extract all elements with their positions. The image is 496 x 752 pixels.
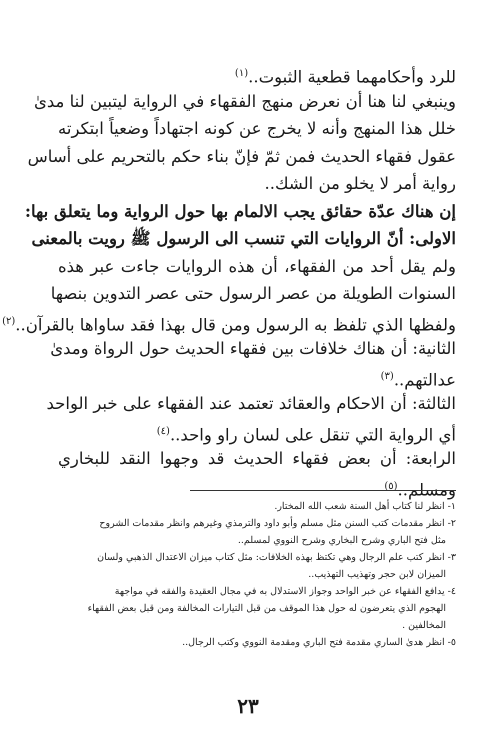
text-line-content: الاولى: أنّ الروايات التي تنسب الى الرسول ﷺ رويت بالمعنى — [31, 229, 456, 248]
text-line — [27, 143, 456, 171]
footnote: ١- انظر لنا كتاب أهل السنة شعب الله المختار. — [274, 501, 456, 512]
text-line — [58, 473, 456, 501]
text-line-content: أي الرواية التي تنقل على لسان راو واحد.. — [169, 425, 456, 444]
text-line — [31, 225, 456, 253]
text-line-content: للرد وأحكامهما قطعية الثبوت.. — [248, 67, 456, 87]
footnote-reference: (٥) — [384, 480, 398, 492]
text-line-content: إن هناك عدّة حقائق يجب الالمام بها حول الرواية وما يتعلق بها: — [24, 201, 456, 221]
text-line-content: الثانية: أن هناك خلافات بين فقهاء الحديث حول الرواة ومدىٰ — [50, 339, 456, 358]
footnotes — [50, 498, 456, 651]
text-line — [46, 390, 456, 418]
text-line — [33, 88, 456, 116]
main-text — [2, 60, 456, 500]
footnote: مثل فتح الباري وشرح البخاري وشرح النووي لمسلم.. — [237, 535, 446, 546]
text-line-content: رواية أمر لا يخلو من الشك.. — [264, 174, 456, 193]
footnote-reference: (٢) — [2, 315, 16, 327]
text-line-content: الرابعة: أن بعض فقهاء الحديث قد وجهوا النقد للبخاري — [58, 449, 456, 468]
footnote-reference: (٤) — [156, 425, 170, 437]
footnote-divider — [190, 490, 456, 491]
text-line — [50, 335, 456, 363]
text-line-content: عدالتهم.. — [393, 370, 456, 389]
page-number: ٢٣ — [237, 694, 259, 718]
text-line — [58, 363, 456, 391]
footnote: ٢- انظر مقدمات كتب السنن مثل مسلم وأبو داود والترمذي وغيرهم وانظر مقدمات الشروح — [99, 518, 456, 529]
footnote: المخالفين . — [402, 620, 446, 631]
text-line — [58, 418, 456, 446]
footnote: الهجوم الذي يتعرضون له حول هذا الموقف من قبل التيارات المخالفة ومن قبل بعض الفقهاء — [87, 603, 446, 614]
footnote: ٥- انظر هدىٰ الساري مقدمة فتح الباري ومقدمة النووي وكتب الرجال.. — [182, 637, 456, 648]
text-line-content: الثالثة: أن الاحكام والعقائد تعتمد عند الفقهاء على خبر الواحد — [46, 394, 456, 413]
text-line-content: ولفظها الذي تلفظ به الرسول ومن قال بهذا فقد ساواها بالقرآن.. — [15, 315, 456, 334]
text-line-content: خلل هذا المنهج وأنه لا يخرج عن كونه اجتهاداً وضعياً ابتكرته — [58, 119, 456, 138]
text-line-content: السنوات الطويلة من عصر الرسول حتى عصر التدوين بنصها — [50, 284, 456, 303]
text-line-content: ومسلم.. — [397, 480, 456, 499]
text-line — [58, 170, 456, 198]
text-line-content: ولم يقل أحد من الفقهاء، أن هذه الروايات جاءت عبر هذه — [58, 256, 456, 276]
footnote: ٣- انظر كتب علم الرجال وهي تكتظ بهذه الخلافات: مثل كتاب ميزان الاعتدال الذهبي ولسان — [97, 552, 456, 563]
text-line — [2, 308, 456, 336]
text-line — [58, 60, 456, 88]
text-line — [58, 253, 456, 281]
text-line-content: وينبغي لنا هنا أن نعرض منهج الفقهاء في الرواية ليتبين لنا مدىٰ — [33, 91, 456, 111]
footnote-reference: (١) — [234, 68, 249, 79]
text-line-content: عقول فقهاء الحديث فمن ثمّ فإنّ بناء حكم بالتحريم على أساس — [27, 146, 456, 166]
text-line — [58, 115, 456, 143]
text-line — [50, 280, 456, 308]
footnote: الميزان لابن حجر وتهذيب التهذيب.. — [308, 569, 446, 580]
text-line — [24, 198, 456, 226]
text-line — [58, 445, 456, 473]
footnote: ٤- يدافع الفقهاء عن خبر الواحد وجواز الاستدلال به في مجال العقيدة والفقه في مواجهة — [114, 586, 456, 597]
footnote-reference: (٣) — [380, 370, 394, 382]
